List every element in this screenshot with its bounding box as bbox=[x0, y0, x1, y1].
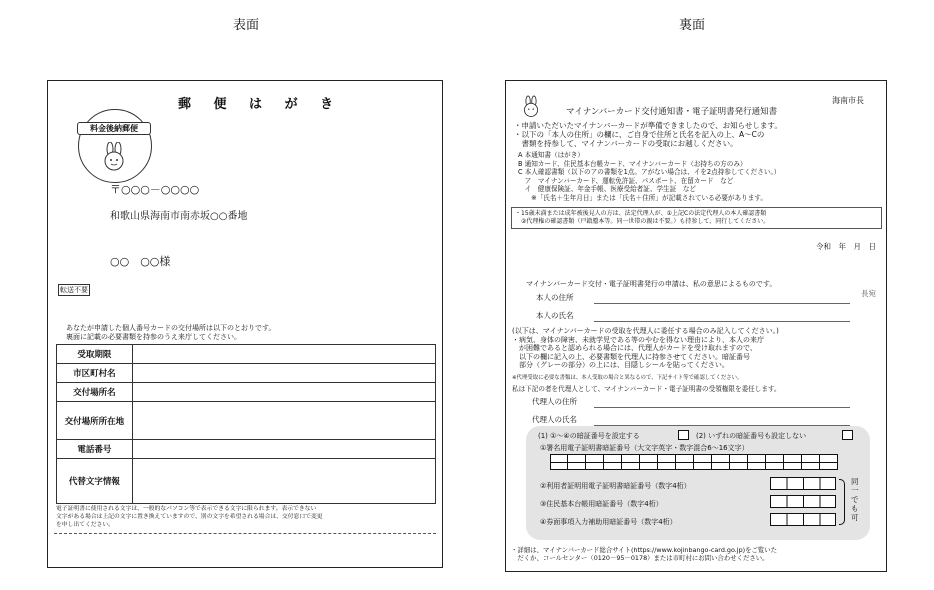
pin-option-set-checkbox[interactable] bbox=[678, 430, 689, 440]
proxy-address-field[interactable] bbox=[594, 407, 850, 408]
mascot-icon bbox=[520, 95, 542, 119]
table-row: 電話番号 bbox=[57, 440, 436, 459]
recipient-address: 和歌山県海南市南赤坂○○番地 bbox=[110, 211, 248, 222]
self-address-field[interactable] bbox=[594, 303, 850, 304]
no-forward-badge: 転送不要 bbox=[60, 286, 88, 294]
table-row: 代替文字情報 bbox=[57, 459, 436, 504]
table-row: 交付場所名 bbox=[57, 383, 436, 402]
pin-2-grid[interactable] bbox=[770, 477, 836, 490]
proxy-note: ※代理受取に必要な書類は、本人受取の場合と異なるので、下記サイト等で確認してください。 bbox=[512, 375, 743, 381]
pin-option-none-checkbox[interactable] bbox=[842, 430, 853, 440]
issuer-city: 海南市長 bbox=[832, 96, 864, 105]
pin-4-label: ④券面事項入力補助用暗証番号（数字4桁） bbox=[540, 518, 677, 526]
pin-4-grid[interactable] bbox=[770, 513, 836, 526]
self-name-label: 本人の氏名 bbox=[536, 311, 574, 320]
pin-2-label: ②利用者証明用電子証明書暗証番号（数字4桁） bbox=[540, 482, 691, 490]
back-heading: 裏面 bbox=[679, 18, 706, 33]
postcard-back bbox=[505, 80, 887, 572]
intro-text: あなたが申請した個人番号カードの交付場所は以下のとおりです。 裏面に記載の必要書類を持参のうえ来庁してください。 bbox=[66, 324, 276, 341]
brace bbox=[839, 479, 845, 525]
required-documents: A 本通知書（はがき） B 通知カード、住民基本台帳カード、マイナンバーカード（お持ちの方のみ） C 本人確認書類（以下のアの書類を1点。アがない場合は、イを2点持参してください。） ア マイナンバーカード、運転免許証、パスポート、在留カード など イ 健康保険証、年金手帳、医療受給者証、学生証 など ※「氏名＋生年月日」または「氏名＋住所」が記載されている必要があります。 bbox=[518, 151, 781, 202]
table-row: 交付場所所在地 bbox=[57, 402, 436, 440]
postcard-front bbox=[47, 80, 443, 568]
addressee-suffix: 長宛 bbox=[861, 289, 876, 298]
pin-3-grid[interactable] bbox=[770, 495, 836, 508]
pin-3-label: ③住民基本台帳用暗証番号（数字4桁） bbox=[540, 500, 663, 508]
postal-code: 〒○○○－○○○○ bbox=[110, 183, 200, 196]
proxy-name-label: 代理人の氏名 bbox=[532, 415, 577, 424]
recipient-name: ○○ ○○様 bbox=[110, 255, 171, 268]
notice-title: マイナンバーカード交付通知書・電子証明書発行通知書 bbox=[566, 107, 778, 117]
front-heading: 表面 bbox=[233, 18, 260, 33]
postage-stamp bbox=[78, 109, 152, 183]
minor-note: ・15歳未満または成年被後見人の方は、法定代理人が、①上記Cの法定代理人の本人確認書類 ②代理権の確認書類（戸籍謄本等。同一世帯の親は不要。）も持参して、同行してください。 bbox=[511, 207, 882, 229]
proxy-address-label: 代理人の住所 bbox=[532, 397, 577, 406]
date-field[interactable]: 令和 年 月 日 bbox=[816, 242, 876, 251]
self-name-field[interactable] bbox=[594, 321, 850, 322]
detail-text: ・詳細は、マイナンバーカード総合サイト(https://www.kojinbango-card.go.jp)をご覧いた だくか、コールセンター（0120－95－0178）または市町村にお問い合わせください。 bbox=[511, 546, 778, 562]
pin-1-label: ①署名用電子証明書暗証番号（大文字英字・数字混合6～16文字） bbox=[540, 444, 749, 452]
proxy-text: (以下は、マイナンバーカードの受取を代理人に委任する場合のみ記入してください。) ・病気、身体の障害、未就学児である等のやむを得ない理由により、本人の来庁 が困難であると認められる場合には、代理人がカードを受け取れますので、 以下の欄に記入の上、必要書類を代理人に持参させてください。暗証番号 部分（グレーの部分）の上には、目隠しシールを貼ってください。 bbox=[512, 327, 779, 370]
cut-line bbox=[54, 533, 436, 534]
table-row: 市区町村名 bbox=[57, 364, 436, 383]
self-address-label: 本人の住所 bbox=[536, 293, 574, 302]
postage-label: 料金後納郵便 bbox=[77, 122, 151, 135]
pin-option-set-label: (1) ①～④の暗証番号を設定する bbox=[538, 432, 640, 440]
pin-option-none-label: (2) いずれの暗証番号も設定しない bbox=[696, 432, 807, 440]
same-allowed-note: 同一でも可 bbox=[851, 477, 859, 522]
pin-1-grid[interactable] bbox=[550, 454, 838, 470]
footnote-text: 電子証明書に使用される文字は、一般的なパソコン等で表示できる文字に限られます。表示できない 文字がある場合は上記の文字に置き換えていますので、別の文字を希望される場合は、交付窓口で変更 を申し出てください。 bbox=[56, 506, 323, 528]
postcard-title: 郵 便 は が き bbox=[178, 97, 343, 112]
lead-text: ・申請いただいたマイナンバーカードが準備できましたので、お知らせします。 ・以下の「本人の住所」の欄に、ご自身で住所と氏名を記入の上、A～Cの 書類を持参して、マイナンバーカードの受取にお越しください。 bbox=[514, 121, 782, 148]
pickup-info-table bbox=[56, 344, 436, 504]
table-row: 受取期限 bbox=[57, 345, 436, 364]
intent-text: マイナンバーカード交付・電子証明書発行の申請は、私の意思によるものです。 bbox=[526, 280, 777, 288]
mascot-icon bbox=[99, 142, 129, 172]
proxy-delegation: 私は下記の者を代理人として、マイナンバーカード・電子証明書の受領権限を委任します。 bbox=[512, 385, 781, 393]
